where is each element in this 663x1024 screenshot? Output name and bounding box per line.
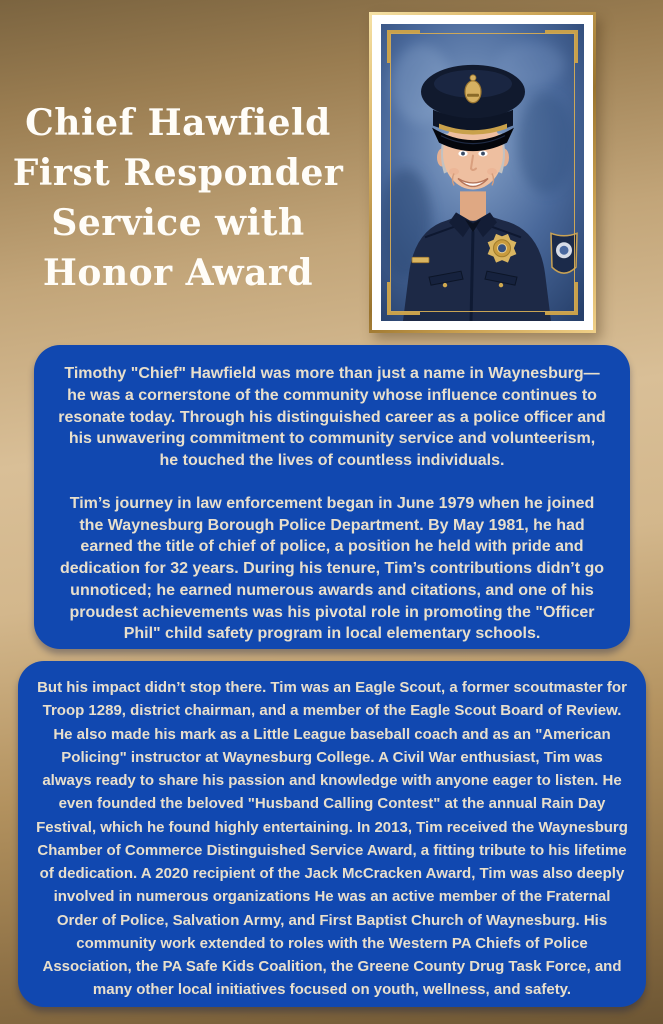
bio-paragraph-community: But his impact didn’t stop there. Tim was an Eagle Scout, a former scoutmaster for Troop 1289, district chairman, and a member of the Eagle Scout Board of Review. He also made his mark as a Little League baseball coach and as an "American Policing" instructor at Waynesburg College. A Civil War enthusiast, Tim was always ready to share his passion and knowledge with anyone eager to listen. He even founded the beloved "Husband Calling Contest" at the annual Rain Day Festival, which he found highly entertaining. In 2013, Tim received the Waynesburg Chamber of Commerce Distinguished Service Award, a fitting tribute to his lifetime of dedication. A 2020 recipient of the Jack McCracken Award, Tim was also deeply involved in numerous organizations He was an active member of the Fraternal Order of Police, Salvation Army, and First Baptist Church of Waynesburg. His community work extended to roles with the Western PA Chiefs of Police Association, the PA Safe Kids Coalition, the Greene County Drug Task Force, and many other local initiatives focused on youth, wellness, and safety. [36,679,628,999]
bio-paragraph-law-enforcement: Tim’s journey in law enforcement began in June 1979 when he joined the Waynesburg Borough Police Department. By May 1981, he had earned the title of chief of police, a position he held with pride and dedication for 32 years. During his tenure, Tim’s contributions didn’t go unnoticed; he earned numerous awards and citations, and one of his proudest achievements was his pivotal role in promoting the "Officer Phil" child safety program in local elementary schools. [59,494,605,643]
title-line-1: Chief Hawfield [25,102,331,145]
bio-panel-community-impact [18,661,646,1007]
cap-badge [465,81,481,103]
portrait-photo-frame [369,12,596,333]
shoulder-patch [551,233,577,273]
chief-portrait-photo [381,24,584,321]
title-line-2: First Responder [12,152,344,195]
bio-paragraph-intro: Timothy "Chief" Hawfield was more than just a name in Waynesburg—he was a cornerstone of the community whose influence continues to resonate today. Through his distinguished career as a police officer and his unwavering commitment to community service and volunteerism, he touched the lives of countless individuals. [58,365,606,469]
title-line-4: Honor Award [42,252,314,295]
portrait-illustration [381,24,584,321]
nameplate [412,257,429,262]
neck [460,191,486,220]
photo-mat [372,15,593,330]
bio-panel-early-career [34,345,630,649]
page-title [10,98,346,298]
title-line-3: Service with [51,202,305,245]
